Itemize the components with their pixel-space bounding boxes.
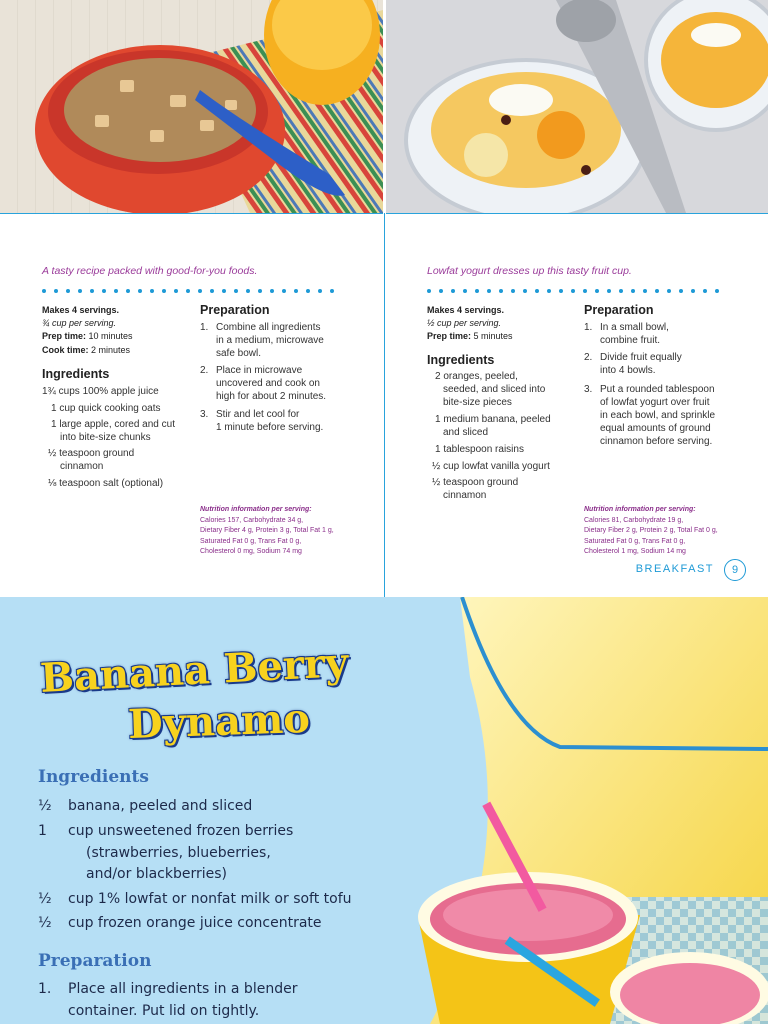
ingredient-item: ⅛ teaspoon salt (optional) [48,478,164,489]
ingredient-item: 1 large apple, cored and cut [51,419,175,430]
step-number: 3. [200,409,209,420]
nutrition-line: Calories 81, Carbohydrate 19 g, [584,516,684,524]
divider-dot [294,289,298,293]
divider-dot [643,289,647,293]
divider-dot [138,289,142,293]
step-line: Put a rounded tablespoon [600,384,715,395]
divider-dot [607,289,611,293]
step-line: into 4 bowls. [600,365,656,376]
step-line: uncovered and cook on [216,378,320,389]
left-top-rule [0,213,383,214]
nutrition-line: Dietary Fiber 4 g, Protein 3 g, Total Fat 1 g, [200,527,334,534]
ingredient-item: ½ teaspoon ground [48,448,135,459]
ingredients-heading: Ingredients [38,767,149,787]
step-line: 1 minute before serving. [216,422,324,433]
smoothie-title-line2: Dynamo [127,694,311,749]
ingredient-item: 2 oranges, peeled, [435,371,518,382]
ingredient-item-continued: seeded, and sliced into [443,384,546,395]
fruit-cup-photo [386,0,768,213]
step-number: 2. [584,352,593,363]
divider-dot [595,289,599,293]
divider-dot [427,289,431,293]
serving-size: ½ cup per serving. [427,318,502,328]
smoothie-title-line1: Banana Berry [38,638,350,703]
divider-dot [559,289,563,293]
ingredient-item-continued: bite-size pieces [443,397,512,408]
nutrition-heading: Nutrition information per serving: [584,506,696,513]
prep-time-value: 5 minutes [473,331,513,341]
ingredient-text: (strawberries, blueberries, [86,845,271,861]
divider-dot [150,289,154,293]
ingredients-heading: Ingredients [42,367,110,381]
divider-dot [210,289,214,293]
ingredient-item: 1¾ cups 100% apple juice [42,386,159,397]
nutrition-line: Saturated Fat 0 g, Trans Fat 0 g, [200,537,302,545]
step-line: equal amounts of ground [600,423,711,434]
divider-dot [330,289,334,293]
ingredient-quantity: ½ [38,891,52,907]
divider-dot [318,289,322,293]
preparation-heading: Preparation [38,951,152,971]
step-line: in each bowl, and sprinkle [600,410,716,421]
ingredient-item-continued: cinnamon [443,490,487,501]
divider-dot [174,289,178,293]
divider-dot [691,289,695,293]
divider-dot [571,289,575,293]
divider-dot [499,289,503,293]
ingredient-item-continued: cinnamon [60,461,104,472]
servings-text: Makes 4 servings. [427,305,505,315]
step-number: 1. [200,322,209,333]
divider-dot [631,289,635,293]
divider-dot [270,289,274,293]
apple-oatmeal-photo [0,0,383,213]
divider-dot [78,289,82,293]
ingredient-item: 1 tablespoon raisins [435,444,524,455]
ingredient-quantity: 1 [38,823,47,839]
ingredient-quantity: ½ [38,915,52,931]
ingredient-item: 1 medium banana, peeled [435,414,551,425]
nutrition-heading: Nutrition information per serving: [200,506,312,513]
recipe-subtitle: Lowfat yogurt dresses up this tasty fruit cup. [427,265,632,277]
step-text: container. Put lid on tightly. [68,1003,260,1019]
cook-time-value: 2 minutes [91,345,131,355]
ingredient-quantity: ½ [38,798,52,814]
divider-dot [126,289,130,293]
nutrition-line: Saturated Fat 0 g, Trans Fat 0 g, [584,537,686,545]
step-line: safe bowl. [216,348,262,359]
divider-dot [475,289,479,293]
divider-dot [619,289,623,293]
divider-dot [715,289,719,293]
step-line: Stir and let cool for [216,409,300,420]
divider-dot [162,289,166,293]
step-number: 1. [584,322,593,333]
ingredient-text: banana, peeled and sliced [68,798,253,814]
ingredient-text: cup 1% lowfat or nonfat milk or soft tofu [68,891,352,907]
step-line: of lowfat yogurt over fruit [600,397,710,408]
divider-dot [246,289,250,293]
nutrition-line: Calories 157, Carbohydrate 34 g, [200,516,304,524]
divider-dot [451,289,455,293]
ingredients-list [38,795,438,935]
divider-dot [306,289,310,293]
step-line: Combine all ingredients [216,322,321,333]
divider-dot [234,289,238,293]
column-divider [384,213,385,597]
prep-time-value: 10 minutes [88,331,133,341]
cook-time-label: Cook time: [42,345,89,355]
divider-dot [679,289,683,293]
divider-dot [439,289,443,293]
servings-text: Makes 4 servings. [42,305,120,315]
step-text: Place all ingredients in a blender [68,981,298,997]
ingredient-text: cup frozen orange juice concentrate [68,915,322,931]
divider-dot [487,289,491,293]
step-line: In a small bowl, [600,322,669,333]
ingredient-item: 1 cup quick cooking oats [51,403,161,414]
ingredient-text: and/or blackberries) [86,866,228,882]
prep-time-label: Prep time: [42,331,87,341]
divider-dot [463,289,467,293]
divider-dot [655,289,659,293]
prep-time-label: Prep time: [427,331,472,341]
banana-berry-page [0,597,768,1024]
divider-dot [703,289,707,293]
nutrition-info [200,505,334,558]
ingredient-item: ½ teaspoon ground [432,477,519,488]
ingredient-item: ½ cup lowfat vanilla yogurt [432,461,550,472]
step-line: combine fruit. [600,335,661,346]
divider-dot [54,289,58,293]
divider-dot [258,289,262,293]
step-line: Divide fruit equally [600,352,682,363]
ingredient-item-continued: into bite-size chunks [60,432,151,443]
divider-dot [90,289,94,293]
step-line: Place in microwave [216,365,303,376]
divider-dot [583,289,587,293]
nutrition-info [584,505,718,558]
step-number: 2. [200,365,209,376]
recipe-subtitle: A tasty recipe packed with good-for-you foods. [42,265,258,277]
divider-dot [523,289,527,293]
divider-dot [547,289,551,293]
section-label: BREAKFAST [635,563,714,575]
step-line: in a medium, microwave [216,335,324,346]
dotted-divider [42,289,342,293]
page-number: 9 [724,559,746,581]
ingredients-heading: Ingredients [427,353,495,367]
ingredient-text: cup unsweetened frozen berries [68,823,294,839]
step-line: cinnamon before serving. [600,436,713,447]
divider-dot [42,289,46,293]
ingredient-item-continued: and sliced [443,427,489,438]
step-number: 3. [584,384,593,395]
divider-dot [198,289,202,293]
divider-dot [186,289,190,293]
preparation-heading: Preparation [200,303,270,317]
divider-dot [282,289,286,293]
divider-dot [667,289,671,293]
step-number: 1. [38,981,52,997]
nutrition-line: Cholesterol 0 mg, Sodium 74 mg [200,548,302,555]
serving-size: ¾ cup per serving. [42,318,117,328]
dotted-divider [427,289,727,293]
divider-dot [535,289,539,293]
preparation-heading: Preparation [584,303,654,317]
divider-dot [511,289,515,293]
nutrition-line: Cholesterol 1 mg, Sodium 14 mg [584,548,686,555]
divider-dot [114,289,118,293]
step-line: high for about 2 minutes. [216,391,327,402]
right-top-rule [386,213,768,214]
divider-dot [222,289,226,293]
preparation-steps [38,978,438,1024]
divider-dot [66,289,70,293]
divider-dot [102,289,106,293]
nutrition-line: Dietary Fiber 2 g, Protein 2 g, Total Fat 0 g, [584,527,718,534]
